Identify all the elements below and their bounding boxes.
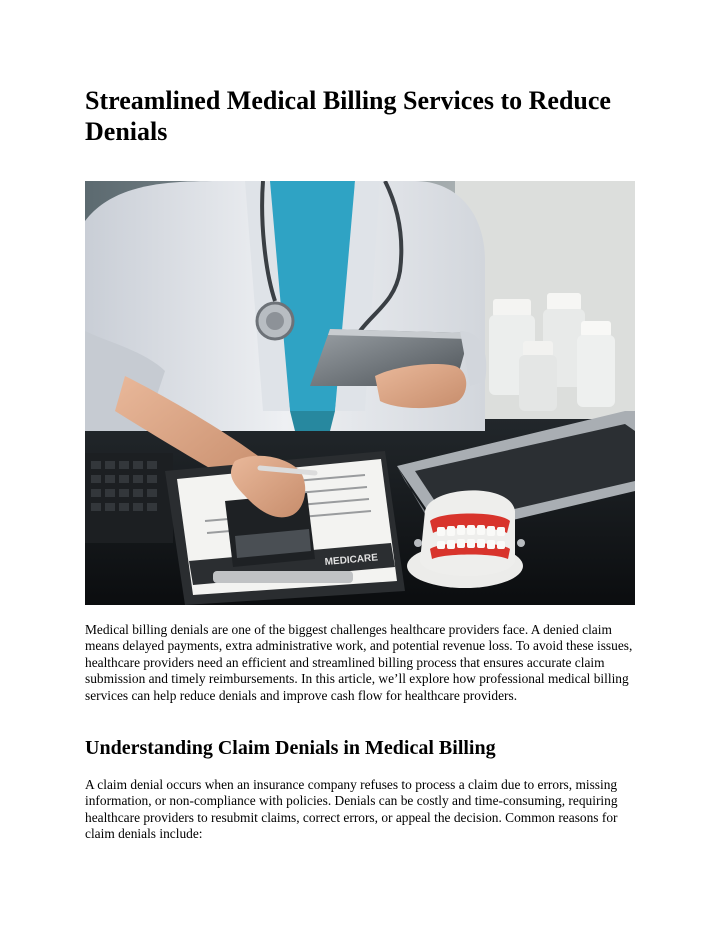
article-title: Streamlined Medical Billing Services to Reduce Denials — [85, 86, 611, 146]
keyboard — [85, 453, 173, 543]
section-paragraph: A claim denial occurs when an insurance company refuses to process a claim due to errors, missing information, or non-compliance with policies. Denials can be costly and time-consuming, requiring healthcare providers to resubmit claims, correct errors, or appeal the decision. Common reasons for claim denials include: — [85, 777, 618, 842]
section-heading: Understanding Claim Denials in Medical Billing — [85, 737, 496, 759]
hero-photo — [85, 181, 635, 605]
intro-paragraph: Medical billing denials are one of the biggest challenges healthcare providers face. A denied claim means delayed payments, extra administrative work, and potential revenue loss. To avoid these issues, healthcare providers need an efficient and streamlined billing process that ensures accurate claim submission and timely reimbursements. In this article, we’ll explore how professional medical billing services can help reduce denials and improve cash flow for healthcare providers. — [85, 622, 633, 703]
clipboard-text: MEDICARE — [324, 552, 379, 568]
